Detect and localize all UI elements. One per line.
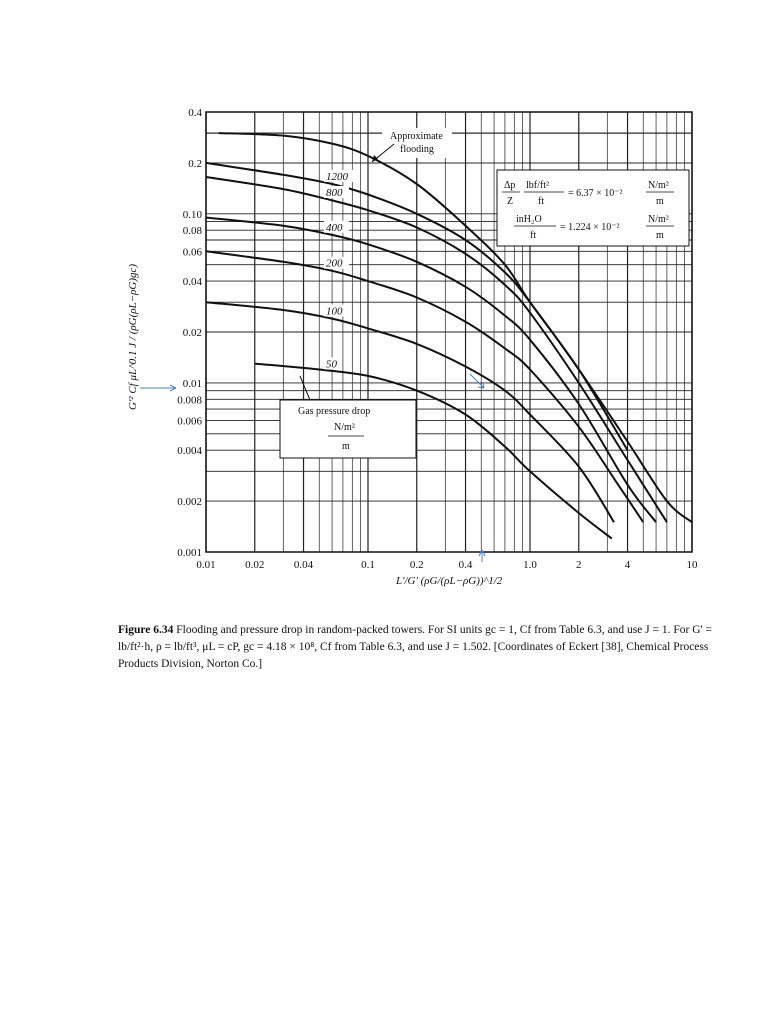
caption-text: Flooding and pressure drop in random-packed towers. For SI units gc = 1, Cf from Table 6.3, and use J = 1. For G' = lb/ft²·h, ρ = lb/ft³, μL = cP, gc = 4.18 × 10⁸, Cf from Table 6.3, and use J = 1.502. [Coordinates of Eckert [38], Chemical Process Products Division, Norton Co.] (118, 624, 712, 670)
y-tick-label: 0.06 (182, 246, 202, 259)
x-tick-label: 0.4 (458, 559, 473, 571)
pressure-drop-unit-num: N/m² (334, 422, 355, 433)
flooding-label-line2: flooding (400, 144, 434, 155)
y-tick-label: 0.4 (188, 107, 202, 119)
caption-label: Figure 6.34 (118, 624, 174, 636)
curve-label-1200: 1200 (325, 170, 348, 183)
unit-nm2-2: N/m² (648, 214, 669, 225)
y-tick-label: 0.08 (182, 225, 202, 238)
figure-caption (118, 622, 716, 673)
y-tick-label: 0.008 (177, 394, 202, 407)
pressure-drop-box (280, 376, 416, 458)
x-axis-title (395, 575, 503, 587)
flooding-annotation (372, 128, 452, 162)
series-line-400 (206, 218, 656, 523)
curve-label-100: 100 (325, 305, 343, 318)
x-tick-label: 2 (576, 559, 582, 571)
pressure-drop-unit-den: m (342, 441, 350, 452)
y-tick-label: 0.006 (177, 415, 202, 428)
curve-label-200: 200 (325, 257, 343, 270)
unit-lbf: lbf/ft² (526, 180, 549, 191)
y-tick-label: 0.04 (182, 276, 202, 289)
flooding-label-line1: Approximate (390, 131, 443, 142)
x-tick-label: 0.2 (409, 559, 424, 571)
unit-ft-2: ft (530, 230, 537, 241)
x-tick-label: 0.01 (196, 559, 216, 571)
curve-label-800: 800 (325, 186, 343, 199)
pressure-drop-title: Gas pressure drop (298, 406, 371, 417)
y-tick-label: 0.10 (182, 208, 202, 221)
unit-m-1: m (656, 196, 664, 207)
curve-label-400: 400 (325, 221, 343, 234)
unit-z: Z (507, 196, 514, 207)
x-axis-title-text: L'/G' (ρG/(ρL−ρG))^1/2 (396, 575, 503, 587)
series-line-200 (206, 251, 643, 522)
x-tick-label: 1.0 (523, 559, 537, 571)
y-tick-label: 0.01 (182, 377, 202, 390)
y-axis-ticks (177, 107, 202, 559)
y-tick-label: 0.002 (177, 496, 202, 509)
x-tick-label: 4 (624, 559, 631, 571)
x-tick-label: 0.1 (361, 559, 375, 571)
y-tick-label: 0.004 (177, 445, 202, 458)
y-axis-title-text: G'² Cf μL^0.1 J / (ρG(ρL−ρG)gc) (127, 263, 139, 410)
y-axis-title (127, 264, 139, 410)
unit-nm2-1: N/m² (648, 180, 669, 191)
x-tick-label: 0.04 (293, 559, 314, 571)
x-axis-ticks (196, 559, 698, 571)
unit-dp: Δp (504, 180, 516, 191)
unit-factor-1: = 6.37 × 10⁻² (568, 188, 623, 199)
unit-inh2o: inH₂O (516, 214, 542, 225)
y-tick-label: 0.02 (182, 327, 202, 339)
x-tick-label: 10 (686, 559, 698, 571)
unit-factor-2: = 1.224 × 10⁻² (560, 222, 620, 233)
unit-m-2: m (656, 230, 664, 241)
x-tick-label: 0.02 (245, 559, 265, 571)
unit-ft-1: ft (538, 196, 545, 207)
y-tick-label: 0.2 (188, 157, 202, 170)
unit-conversion-box (497, 170, 689, 246)
curve-label-50: 50 (325, 358, 337, 371)
y-tick-label: 0.001 (177, 547, 202, 559)
pressure-drop-arrow (300, 376, 310, 400)
